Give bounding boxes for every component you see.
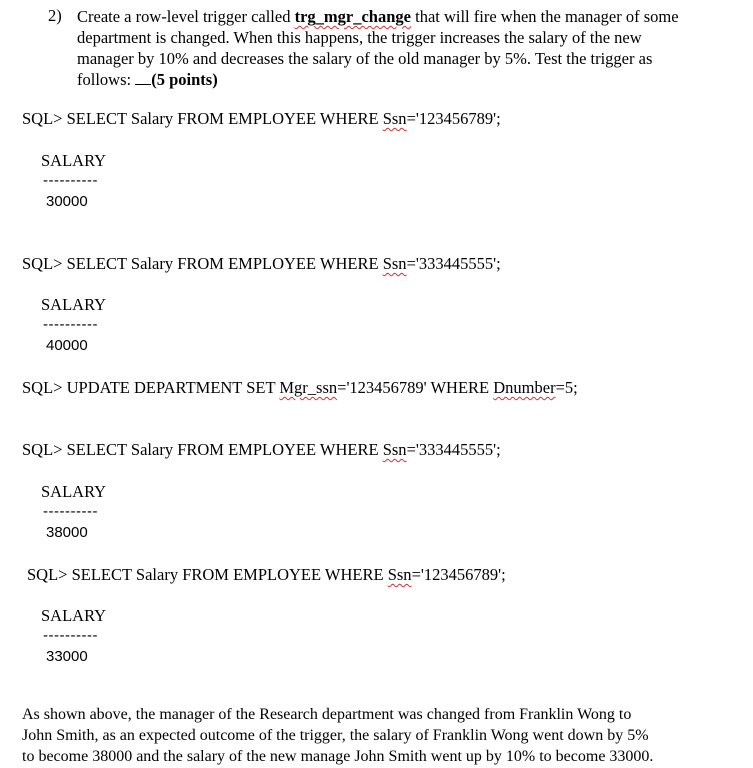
sql-update-statement — [22, 378, 578, 398]
question-line-4 — [77, 69, 218, 90]
column-name: Mgr_ssn — [279, 378, 338, 397]
header-separator: ---------- — [43, 627, 98, 644]
conclusion-line-1: As shown above, the manager of the Research department was changed from Franklin Wong to — [22, 706, 632, 723]
salary-value: 30000 — [46, 193, 88, 210]
conclusion-line-2: John Smith, as an expected outcome of the trigger, the salary of Franklin Wong went down by 5% — [22, 727, 649, 744]
question-line-1 — [77, 6, 679, 27]
column-name: Ssn — [382, 109, 407, 128]
sql-text: SQL> SELECT Salary FROM EMPLOYEE WHERE — [22, 109, 383, 128]
sql-text: ='123456789' WHERE — [337, 378, 494, 397]
sql-prompt — [22, 440, 501, 460]
question-line-2: department is changed. When this happens, the trigger increases the salary of the new — [77, 28, 642, 47]
column-header: SALARY — [41, 151, 107, 170]
salary-value: 38000 — [46, 524, 88, 541]
salary-value: 33000 — [46, 648, 88, 665]
sql-text: SQL> UPDATE DEPARTMENT SET — [22, 378, 280, 397]
points-label: (5 points) — [151, 70, 218, 89]
header-separator: ---------- — [43, 316, 98, 333]
sql-text: ='333445555'; — [406, 440, 501, 459]
sql-text: =5; — [555, 378, 578, 397]
sql-prompt — [27, 565, 506, 585]
sql-text: SQL> SELECT Salary FROM EMPLOYEE WHERE — [27, 565, 388, 584]
column-header: SALARY — [41, 295, 107, 314]
sql-text: SQL> SELECT Salary FROM EMPLOYEE WHERE — [22, 440, 383, 459]
column-name: Ssn — [382, 254, 407, 273]
column-name: Ssn — [382, 440, 407, 459]
sql-text: SQL> SELECT Salary FROM EMPLOYEE WHERE — [22, 254, 383, 273]
column-header: SALARY — [41, 606, 107, 625]
sql-prompt — [22, 109, 501, 129]
question-number: 2) — [48, 6, 62, 25]
sql-prompt — [22, 254, 501, 274]
sql-text: ='333445555'; — [406, 254, 501, 273]
question-text: Create a row-level trigger called — [77, 7, 295, 26]
column-name: Dnumber — [493, 378, 556, 397]
column-name: Ssn — [387, 565, 412, 584]
header-separator: ---------- — [43, 503, 98, 520]
trigger-name: trg_mgr_change — [294, 7, 411, 26]
conclusion-line-3: to become 38000 and the salary of the new manage John Smith went up by 10% to become 33000. — [22, 748, 654, 765]
blank-underline — [135, 70, 151, 85]
question-line-3: manager by 10% and decreases the salary of the old manager by 5%. Test the trigger as — [77, 49, 653, 68]
question-text: that will fire when the manager of some — [410, 7, 679, 26]
question-text: follows: — [77, 70, 136, 89]
column-header: SALARY — [41, 482, 107, 501]
sql-text: ='123456789'; — [411, 565, 506, 584]
header-separator: ---------- — [43, 172, 98, 189]
sql-text: ='123456789'; — [406, 109, 501, 128]
salary-value: 40000 — [46, 337, 88, 354]
